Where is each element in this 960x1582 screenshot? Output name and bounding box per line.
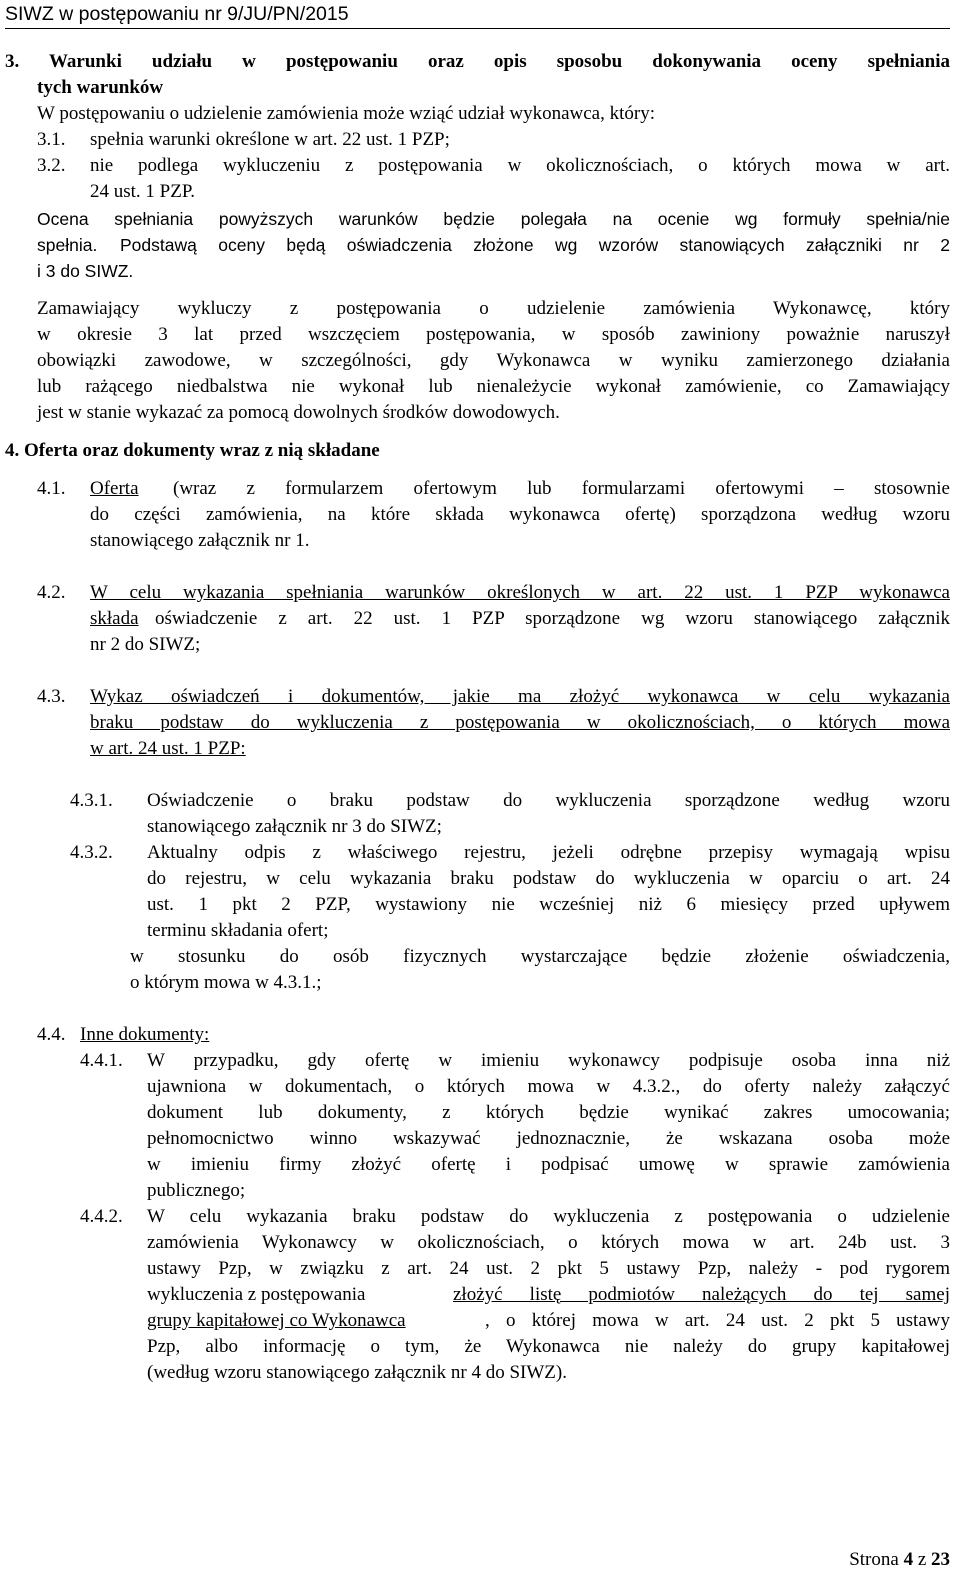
item-4-3-heading-l2: braku podstaw do wykluczenia z postępowania w okolicznościach, o których mowa: [90, 712, 950, 733]
item-4-4-2-l2: zamówienia Wykonawcy w okolicznościach, o których mowa w art. 24b ust. 3: [147, 1232, 950, 1253]
item-4-4-number: 4.4.: [37, 1024, 66, 1045]
item-4-3-1-text: Oświadczenie o braku podstaw do wykluczenia sporządzone według wzoru: [147, 790, 950, 811]
assessment-paragraph-l3: i 3 do SIWZ.: [37, 261, 134, 281]
item-4-4-2-number: 4.4.2.: [80, 1206, 123, 1227]
section-3-title-cont: tych warunków: [37, 77, 164, 98]
item-4-1-label: Oferta: [90, 478, 139, 499]
item-4-4-1-l2: ujawniona w dokumentach, o których mowa w 4.3.2., do oferty należy załączyć: [147, 1076, 950, 1097]
item-4-2-text: oświadczenie z art. 22 ust. 1 PZP sporządzone wg wzoru stanowiącego załącznik: [155, 608, 950, 629]
item-4-1-number: 4.1.: [37, 478, 66, 499]
item-4-3-2-text-l4: terminu składania ofert;: [147, 920, 329, 941]
item-4-4-2-l5b: , o której mowa w art. 24 ust. 2 pkt 5 ustawy: [485, 1310, 950, 1331]
item-4-3-1-text-l2: stanowiącego załącznik nr 3 do SIWZ;: [147, 816, 442, 837]
exclusion-paragraph-l2: w okresie 3 lat przed wszczęciem postępowania, w sposób zawiniony poważnie naruszył: [37, 324, 950, 345]
item-4-2-number: 4.2.: [37, 582, 66, 603]
item-4-4-2-l7: (według wzoru stanowiącego załącznik nr 4 do SIWZ).: [147, 1362, 567, 1383]
item-3-2-text: nie podlega wykluczeniu z postępowania w okolicznościach, o których mowa w art.: [90, 155, 950, 176]
item-4-4-1-l5: w imieniu firmy złożyć ofertę i podpisać umowę w sprawie zamówienia: [147, 1154, 950, 1175]
item-4-3-heading: Wykaz oświadczeń i dokumentów, jakie ma złożyć wykonawca w celu wykazania: [90, 686, 950, 707]
item-4-3-2-number: 4.3.2.: [70, 842, 113, 863]
item-4-1-text-l3: stanowiącego załącznik nr 1.: [90, 530, 310, 551]
item-3-1-number: 3.1.: [37, 129, 66, 150]
section-3-intro: W postępowaniu o udzielenie zamówienia może wziąć udział wykonawca, który:: [37, 103, 655, 124]
item-4-4-2-l4a: wykluczenia z postępowania: [147, 1284, 366, 1305]
item-4-3-2-note-l2: o którym mowa w 4.3.1.;: [130, 972, 322, 993]
item-4-3-1-number: 4.3.1.: [70, 790, 113, 811]
exclusion-paragraph-l4: lub rażącego niedbalstwa nie wykonał lub nienależycie wykonał zamówienie, co Zamawiający: [37, 376, 950, 397]
item-4-4-1-l4: pełnomocnictwo winno wskazywać jednoznacznie, że wskazana osoba może: [147, 1128, 950, 1149]
item-4-4-2-l5a: grupy kapitałowej co Wykonawca: [147, 1310, 406, 1331]
item-4-4-heading: Inne dokumenty:: [80, 1024, 210, 1045]
assessment-paragraph-l2a: spełnia.: [37, 235, 98, 255]
footer-mid: z: [913, 1549, 931, 1570]
assessment-paragraph: Ocena spełniania powyższych warunków będzie polegała na ocenie wg formuły spełnia/nie: [37, 209, 950, 229]
footer-page-total: 23: [931, 1549, 950, 1570]
item-4-1-text-l2: do części zamówienia, na które składa wykonawca ofertę) sporządzona według wzoru: [90, 504, 950, 525]
item-4-4-1-l1: W przypadku, gdy ofertę w imieniu wykonawcy podpisuje osoba inna niż: [147, 1050, 950, 1071]
section-4-title: 4. Oferta oraz dokumenty wraz z nią składane: [5, 440, 380, 461]
exclusion-paragraph-l3: obowiązki zawodowe, w szczególności, gdy Wykonawca w wyniku zamierzonego działania: [37, 350, 950, 371]
footer-prefix: Strona: [849, 1549, 904, 1570]
item-4-3-number: 4.3.: [37, 686, 66, 707]
exclusion-paragraph-l1: Zamawiający wykluczy z postępowania o udzielenie zamówienia Wykonawcę, który: [37, 298, 950, 319]
item-4-2-heading: W celu wykazania spełniania warunków określonych w art. 22 ust. 1 PZP wykonawca: [90, 582, 950, 603]
section-3-title: 3. Warunki udziału w postępowaniu oraz opis sposobu dokonywania oceny spełniania: [5, 51, 950, 72]
page-footer: [849, 1549, 950, 1571]
footer-page-number: 4: [903, 1549, 914, 1570]
item-4-4-1-l3: dokument lub dokumenty, z których będzie wynikać zakres umocowania;: [147, 1102, 950, 1123]
item-4-3-2-text-l3: ust. 1 pkt 2 PZP, wystawiony nie wcześniej niż 6 miesięcy przed upływem: [147, 894, 950, 915]
item-4-4-2-l1: W celu wykazania braku podstaw do wykluczenia z postępowania o udzielenie: [147, 1206, 950, 1227]
item-4-1-text: (wraz z formularzem ofertowym lub formularzami ofertowymi – stosownie: [173, 478, 950, 499]
item-3-1-text: spełnia warunki określone w art. 22 ust. 1 PZP;: [90, 129, 450, 150]
item-4-4-2-l3: ustawy Pzp, w związku z art. 24 ust. 2 pkt 5 ustawy Pzp, należy - pod rygorem: [147, 1258, 950, 1279]
item-4-4-2-l4b: złożyć listę podmiotów należących do tej samej: [453, 1284, 950, 1305]
item-4-3-2-note: w stosunku do osób fizycznych wystarczające będzie złożenie oświadczenia,: [130, 946, 950, 967]
item-4-3-2-text-l2: do rejestru, w celu wykazania braku podstaw do wykluczenia w oparciu o art. 24: [147, 868, 950, 889]
item-4-4-1-number: 4.4.1.: [80, 1050, 123, 1071]
item-4-4-1-l6: publicznego;: [147, 1180, 246, 1201]
item-4-2-text-l3: nr 2 do SIWZ;: [90, 634, 201, 655]
item-4-3-2-text: Aktualny odpis z właściwego rejestru, jeżeli odrębne przepisy wymagają wpisu: [147, 842, 950, 863]
item-4-4-2-l6: Pzp, albo informację o tym, że Wykonawca nie należy do grupy kapitałowej: [147, 1336, 950, 1357]
item-4-2-verb: składa: [90, 608, 139, 629]
item-3-2-text-cont: 24 ust. 1 PZP.: [90, 181, 196, 202]
item-4-3-heading-l3: w art. 24 ust. 1 PZP:: [90, 738, 246, 759]
exclusion-paragraph-l5: jest w stanie wykazać za pomocą dowolnych środków dowodowych.: [37, 402, 560, 423]
item-3-2-number: 3.2.: [37, 155, 66, 176]
assessment-paragraph-l2b: Podstawą oceny będą oświadczenia złożone wg wzorów stanowiących załączniki nr 2: [120, 235, 950, 255]
document-header: SIWZ w postępowaniu nr 9/JU/PN/2015: [5, 2, 950, 29]
